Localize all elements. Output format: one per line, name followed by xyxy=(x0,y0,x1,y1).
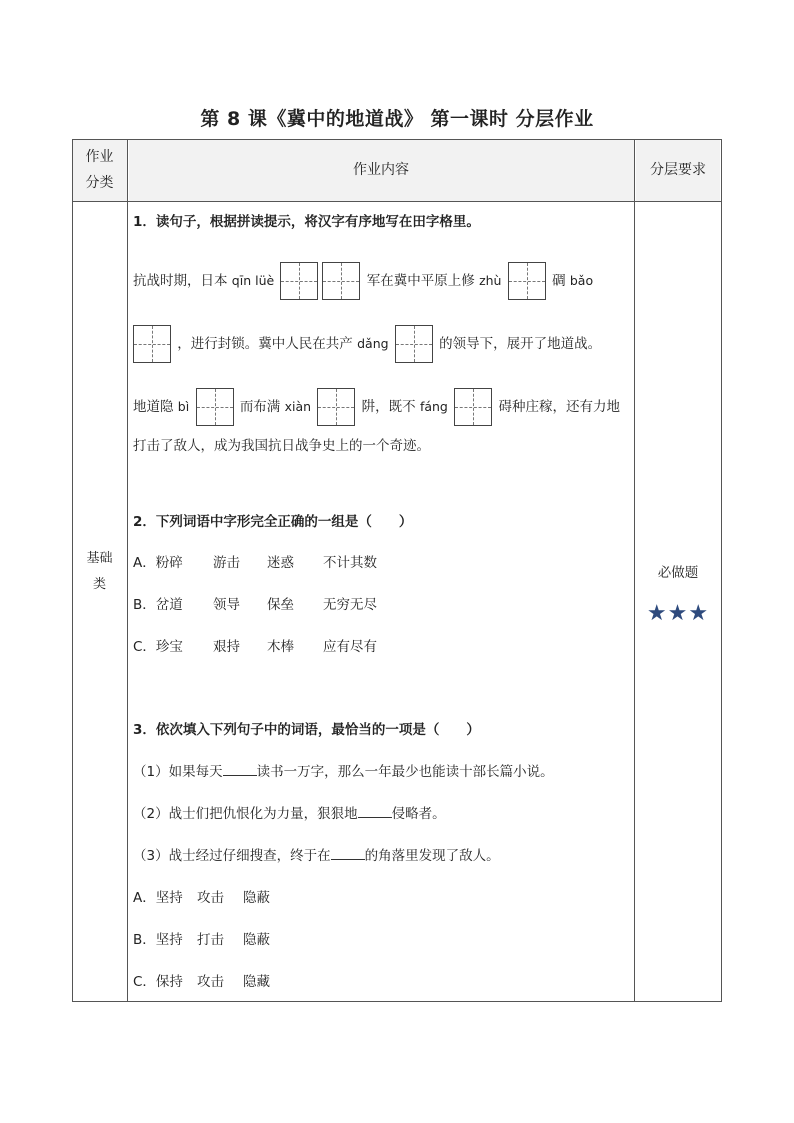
q2-option-b[interactable] xyxy=(133,594,377,616)
option-word: 打击 xyxy=(197,932,224,948)
fill-blank[interactable] xyxy=(223,761,257,776)
option-word: A．粉碎 xyxy=(133,555,183,571)
pinyin: fáng xyxy=(419,399,448,414)
pinyin: dǎng xyxy=(357,336,389,351)
sentence-text: 的角落里发现了敌人。 xyxy=(364,848,500,864)
requirement-label: 必做题 xyxy=(657,565,699,581)
pinyin: bǎo xyxy=(569,273,594,288)
option-word: 攻击 xyxy=(197,890,224,906)
q2-title: 2．下列词语中字形完全正确的一组是（ ） xyxy=(133,514,413,530)
q1-text: ，进行封锁。冀中人民在共产 xyxy=(177,336,358,352)
q1-text: 而布满 xyxy=(239,399,285,415)
q1-text: 碍种庄稼，还有力地 xyxy=(498,399,620,415)
tianzige-box[interactable] xyxy=(196,388,234,426)
option-word: 隐藏 xyxy=(243,974,270,990)
option-word: 游击 xyxy=(213,555,240,571)
q1-text: 军在冀中平原上修 xyxy=(366,273,480,289)
q1-text: 抗战时期，日本 xyxy=(133,273,232,289)
q1-line2 xyxy=(133,325,602,352)
option-word: 保垒 xyxy=(267,597,294,613)
category-cell xyxy=(72,546,127,598)
q1-text: 的领导下，展开了地道战。 xyxy=(439,336,602,352)
sentence-text: 侵略者。 xyxy=(391,806,446,822)
option-word: 迷惑 xyxy=(267,555,294,571)
q2-option-c[interactable] xyxy=(133,636,377,658)
option-word: B．坚持 xyxy=(133,932,183,948)
option-word: 攻击 xyxy=(197,974,224,990)
tianzige-box[interactable] xyxy=(280,262,318,300)
option-word: C．保持 xyxy=(133,974,183,990)
option-word: 木棒 xyxy=(267,639,294,655)
tianzige-box[interactable] xyxy=(317,388,355,426)
pinyin: xiàn xyxy=(284,399,312,414)
sentence-text: （1）如果每天 xyxy=(133,764,223,780)
q1-text: 碉 xyxy=(552,273,570,289)
fill-blank[interactable] xyxy=(358,803,392,818)
q3-sentence-2 xyxy=(133,803,446,825)
q1-title: 1．读句子，根据拼读提示，将汉字有序地写在田字格里。 xyxy=(133,214,480,230)
pinyin: zhù xyxy=(479,273,502,288)
homework-table xyxy=(72,139,722,1002)
header-divider xyxy=(72,201,722,202)
pinyin: bì xyxy=(177,399,190,414)
option-word: 隐蔽 xyxy=(243,932,270,948)
q3-option-b[interactable] xyxy=(133,929,270,951)
q1-line1 xyxy=(133,262,594,289)
column-divider xyxy=(127,139,128,1002)
option-word: 不计其数 xyxy=(323,555,377,571)
tianzige-box[interactable] xyxy=(133,325,171,363)
tianzige-box[interactable] xyxy=(454,388,492,426)
option-word: B．岔道 xyxy=(133,597,183,613)
header-category xyxy=(72,144,127,196)
option-word: 无穷无尽 xyxy=(323,597,377,613)
q3-sentence-1 xyxy=(133,761,554,783)
q3-option-a[interactable] xyxy=(133,887,270,909)
sentence-text: 读书一万字，那么一年最少也能读十部长篇小说。 xyxy=(256,764,554,780)
option-word: 隐蔽 xyxy=(243,890,270,906)
option-word: 领导 xyxy=(213,597,240,613)
option-word: 艰持 xyxy=(213,639,240,655)
q2-option-a[interactable] xyxy=(133,552,377,574)
tianzige-box[interactable] xyxy=(322,262,360,300)
q1-text: 阱，既不 xyxy=(361,399,420,415)
page-title: 第 8 课《冀中的地道战》 第一课时 分层作业 xyxy=(200,108,594,130)
q3-sentence-3 xyxy=(133,845,500,867)
option-word: C．珍宝 xyxy=(133,639,183,655)
fill-blank[interactable] xyxy=(331,845,365,860)
sentence-text: （3）战士经过仔细搜查，终于在 xyxy=(133,848,331,864)
sentence-text: （2）战士们把仇恨化为力量，狠狠地 xyxy=(133,806,358,822)
header-category-line1: 作业 xyxy=(85,149,114,165)
pinyin: qīn lüè xyxy=(231,273,275,288)
header-category-line2: 分类 xyxy=(85,175,114,191)
header-requirement: 分层要求 xyxy=(650,162,706,178)
option-word: 应有尽有 xyxy=(323,639,377,655)
q1-text: 地道隐 xyxy=(133,399,178,415)
tianzige-box[interactable] xyxy=(508,262,546,300)
tianzige-box[interactable] xyxy=(395,325,433,363)
category-line2: 类 xyxy=(92,577,106,592)
q1-line4: 打击了敌人，成为我国抗日战争史上的一个奇迹。 xyxy=(133,438,430,454)
category-line1: 基础 xyxy=(86,551,113,566)
difficulty-stars: ★★★ xyxy=(646,601,710,626)
q3-option-c[interactable] xyxy=(133,971,270,993)
option-word: A．坚持 xyxy=(133,890,183,906)
q1-line3 xyxy=(133,388,620,415)
header-content: 作业内容 xyxy=(353,162,409,178)
q3-title: 3．依次填入下列句子中的词语，最恰当的一项是（ ） xyxy=(133,722,480,738)
